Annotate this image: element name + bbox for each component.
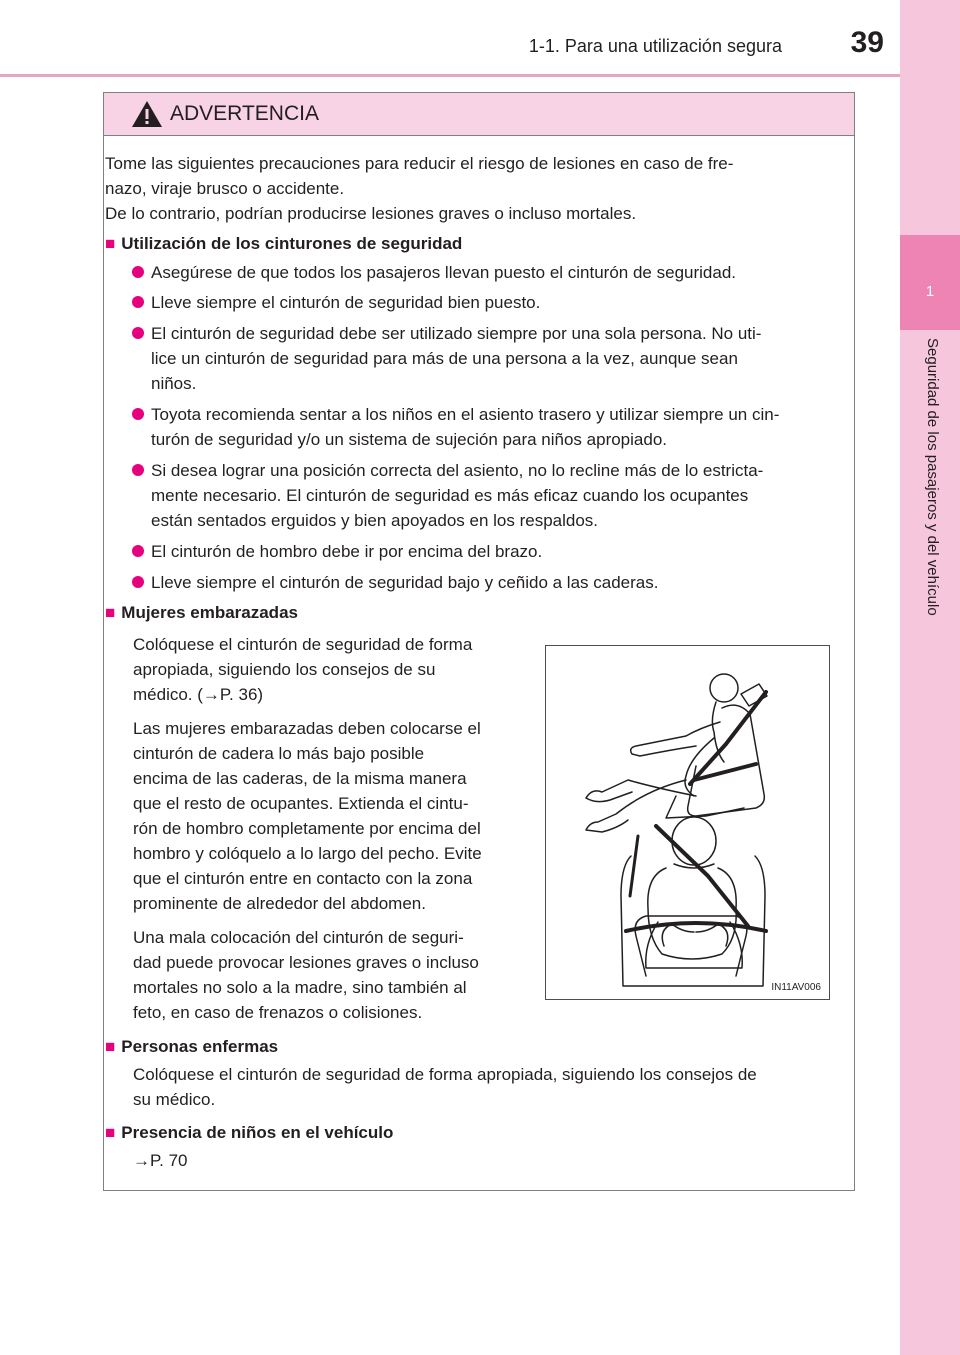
pregnant-text: cinturón de cadera lo más bajo posible [133,744,425,763]
warning-triangle-icon [131,99,163,129]
square-bullet-icon: ■ [105,1123,116,1142]
pregnant-text: médico. (→P. 36) [133,685,264,704]
ill-text: Colóquese el cinturón de seguridad de forma apropiada, siguiendo los consejos de [133,1065,757,1084]
subsection-heading-children [105,1120,393,1145]
header-rule [0,74,900,77]
ill-text: su médico. [133,1090,216,1109]
subsection-heading-pregnant [105,600,298,625]
pregnant-text: rón de hombro completamente por encima del [133,819,481,838]
bullet-icon [132,545,144,557]
pregnant-seatbelt-figure [545,645,830,1000]
warning-box [103,92,855,1191]
pregnant-text: Una mala colocación del cinturón de seguri- [133,928,464,947]
bullet-icon [132,464,144,476]
pregnant-text: encima de las caderas, de la misma manera [133,769,467,788]
bullet-text: Toyota recomienda sentar a los niños en el asiento trasero y utilizar siempre un cin- [151,405,780,424]
bullet-text: lice un cinturón de seguridad para más de una persona a la vez, aunque sean [151,349,738,368]
bullet-text: están sentados erguidos y bien apoyados en los respaldos. [151,511,599,530]
intro-line: nazo, viraje brusco o accidente. [105,179,345,198]
square-bullet-icon: ■ [105,234,116,253]
bullet-text: El cinturón de hombro debe ir por encima del brazo. [151,542,543,561]
pregnant-text: que el cinturón entre en contacto con la zona [133,869,473,888]
bullet-text: mente necesario. El cinturón de seguridad es más eficaz cuando los ocupantes [151,486,749,505]
square-bullet-icon: ■ [105,603,116,622]
bullet-icon [132,408,144,420]
heading-text: Presencia de niños en el vehículo [121,1123,394,1142]
pregnant-text: prominente de alrededor del abdomen. [133,894,426,913]
bullet-text: Lleve siempre el cinturón de seguridad bajo y ceñido a las caderas. [151,573,659,592]
page-reference-link[interactable]: →P. 70 [133,1151,188,1170]
warning-header [104,93,854,136]
warning-title: ADVERTENCIA [170,102,319,125]
bullet-text: Asegúrese de que todos los pasajeros llevan puesto el cinturón de seguridad. [151,263,736,282]
bullet-icon [132,576,144,588]
bullet-text: El cinturón de seguridad debe ser utilizado siempre por una sola persona. No uti- [151,324,762,343]
subsection-heading-seatbelts [105,231,462,256]
heading-text: Utilización de los cinturones de seguridad [121,234,463,253]
bullet-text: Si desea lograr una posición correcta del asiento, no lo recline más de lo estricta- [151,461,764,480]
chapter-number: 1 [925,283,935,300]
heading-text: Mujeres embarazadas [121,603,298,622]
intro-line: De lo contrario, podrían producirse lesiones graves o incluso mortales. [105,204,637,223]
section-title: 1-1. Para una utilización segura [528,36,782,56]
bullet-icon [132,266,144,278]
chapter-label: Seguridad de los pasajeros y del vehículo [924,338,941,616]
bullet-text: niños. [151,374,197,393]
pregnant-text: que el resto de ocupantes. Extienda el cintu- [133,794,469,813]
pregnant-text: mortales no solo a la madre, sino también al [133,978,467,997]
pregnant-text: Las mujeres embarazadas deben colocarse el [133,719,481,738]
bullet-icon [132,327,144,339]
pregnant-text: dad puede provocar lesiones graves o incluso [133,953,479,972]
pregnant-text: Colóquese el cinturón de seguridad de forma [133,635,473,654]
heading-text: Personas enfermas [121,1037,279,1056]
figure-code: IN11AV006 [771,982,821,993]
page-number: 39 [850,26,884,59]
pregnant-woman-illustration [546,646,829,999]
pregnant-text: hombro y colóquelo a lo largo del pecho. Evite [133,844,482,863]
bullet-icon [132,296,144,308]
pregnant-text: apropiada, siguiendo los consejos de su [133,660,436,679]
subsection-heading-ill [105,1034,278,1059]
chapter-tab[interactable] [900,235,960,330]
intro-line: Tome las siguientes precauciones para reducir el riesgo de lesiones en caso de fre- [105,154,734,173]
bullet-text: turón de seguridad y/o un sistema de sujeción para niños apropiado. [151,430,668,449]
bullet-text: Lleve siempre el cinturón de seguridad bien puesto. [151,293,541,312]
pregnant-text: feto, en caso de frenazos o colisiones. [133,1003,423,1022]
square-bullet-icon: ■ [105,1037,116,1056]
